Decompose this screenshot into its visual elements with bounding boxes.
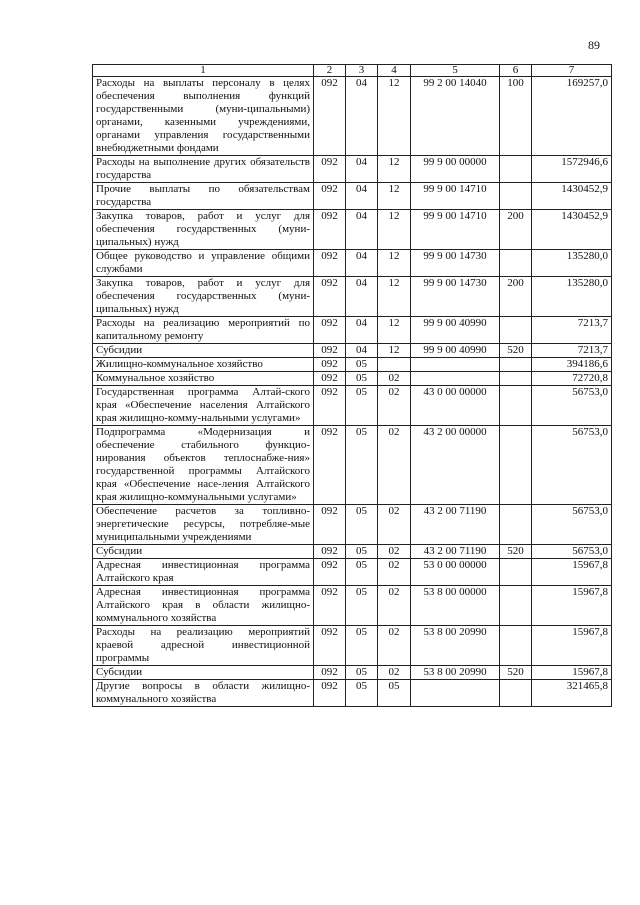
- row-amount: 7213,7: [532, 317, 612, 344]
- row-subsection: 05: [378, 680, 411, 707]
- row-subsection: 02: [378, 386, 411, 426]
- row-amount: 56753,0: [532, 505, 612, 545]
- table-row: [93, 426, 612, 505]
- table-row: [93, 372, 612, 386]
- row-target-code: 99 9 00 00000: [411, 156, 500, 183]
- row-amount: 7213,7: [532, 344, 612, 358]
- row-subsection: 02: [378, 586, 411, 626]
- table-row: [93, 250, 612, 277]
- row-expense-type: 520: [500, 545, 532, 559]
- row-section: 05: [346, 680, 378, 707]
- row-admin-code: 092: [314, 559, 346, 586]
- row-expense-type: [500, 586, 532, 626]
- row-admin-code: 092: [314, 626, 346, 666]
- row-admin-code: 092: [314, 586, 346, 626]
- row-target-code: 43 0 00 00000: [411, 386, 500, 426]
- table-row: [93, 680, 612, 707]
- row-name: Общее руководство и управление общими службами: [93, 250, 314, 277]
- table-row: [93, 626, 612, 666]
- row-target-code: 43 2 00 00000: [411, 426, 500, 505]
- row-name: Адресная инвестиционная программа Алтайского края в области жилищно-коммунального хозяйства: [93, 586, 314, 626]
- table-row: [93, 586, 612, 626]
- row-expense-type: [500, 358, 532, 372]
- row-section: 04: [346, 250, 378, 277]
- row-admin-code: 092: [314, 358, 346, 372]
- row-admin-code: 092: [314, 77, 346, 156]
- row-name: Закупка товаров, работ и услуг для обеспечения государственных (муни-ципальных) нужд: [93, 210, 314, 250]
- row-subsection: 12: [378, 77, 411, 156]
- row-expense-type: [500, 250, 532, 277]
- row-expense-type: [500, 626, 532, 666]
- row-expense-type: 520: [500, 666, 532, 680]
- row-admin-code: 092: [314, 505, 346, 545]
- row-name: Адресная инвестиционная программа Алтайского края: [93, 559, 314, 586]
- header-row: [93, 65, 612, 77]
- row-expense-type: [500, 426, 532, 505]
- row-subsection: 12: [378, 156, 411, 183]
- row-section: 04: [346, 183, 378, 210]
- table-row: [93, 505, 612, 545]
- row-section: 04: [346, 344, 378, 358]
- header-col-1: 1: [93, 65, 314, 77]
- header-col-5: 5: [411, 65, 500, 77]
- row-section: 05: [346, 666, 378, 680]
- row-name: Подпрограмма «Модернизация и обеспечение стабильного функцио-нирования объектов теплоснабже-ния» государственной программы Алтайского края «Обеспечение насе-ления Алтайского края жилищно-коммунальными услугами»: [93, 426, 314, 505]
- row-name: Субсидии: [93, 666, 314, 680]
- row-subsection: 02: [378, 372, 411, 386]
- row-amount: 1572946,6: [532, 156, 612, 183]
- row-expense-type: 200: [500, 210, 532, 250]
- row-section: 04: [346, 277, 378, 317]
- row-expense-type: [500, 505, 532, 545]
- row-expense-type: [500, 317, 532, 344]
- row-section: 05: [346, 372, 378, 386]
- row-expense-type: 520: [500, 344, 532, 358]
- row-expense-type: [500, 680, 532, 707]
- row-expense-type: [500, 156, 532, 183]
- row-name: Расходы на выполнение других обязательств государства: [93, 156, 314, 183]
- row-target-code: [411, 680, 500, 707]
- row-amount: 56753,0: [532, 426, 612, 505]
- row-amount: 56753,0: [532, 545, 612, 559]
- table-row: [93, 156, 612, 183]
- header-col-2: 2: [314, 65, 346, 77]
- row-admin-code: 092: [314, 545, 346, 559]
- row-section: 05: [346, 559, 378, 586]
- row-section: 04: [346, 210, 378, 250]
- row-subsection: 12: [378, 317, 411, 344]
- row-name: Прочие выплаты по обязательствам государства: [93, 183, 314, 210]
- row-amount: 1430452,9: [532, 183, 612, 210]
- row-amount: 135280,0: [532, 277, 612, 317]
- row-section: 05: [346, 626, 378, 666]
- row-subsection: 12: [378, 277, 411, 317]
- header-col-7: 7: [532, 65, 612, 77]
- row-amount: 15967,8: [532, 559, 612, 586]
- row-expense-type: [500, 559, 532, 586]
- row-section: 05: [346, 505, 378, 545]
- budget-table: [92, 64, 612, 707]
- row-expense-type: 200: [500, 277, 532, 317]
- row-section: 05: [346, 586, 378, 626]
- table-row: [93, 210, 612, 250]
- row-admin-code: 092: [314, 426, 346, 505]
- row-target-code: 99 9 00 14730: [411, 250, 500, 277]
- row-subsection: 12: [378, 344, 411, 358]
- row-name: Субсидии: [93, 545, 314, 559]
- row-name: Коммунальное хозяйство: [93, 372, 314, 386]
- row-amount: 15967,8: [532, 626, 612, 666]
- row-name: Обеспечение расчетов за топливно-энергетические ресурсы, потребляе-мые муниципальными учреждениями: [93, 505, 314, 545]
- row-amount: 394186,6: [532, 358, 612, 372]
- header-col-3: 3: [346, 65, 378, 77]
- page-number: 89: [588, 38, 600, 52]
- row-expense-type: [500, 372, 532, 386]
- table-row: [93, 559, 612, 586]
- row-name: Субсидии: [93, 344, 314, 358]
- row-admin-code: 092: [314, 317, 346, 344]
- row-target-code: [411, 358, 500, 372]
- row-target-code: [411, 372, 500, 386]
- row-amount: 321465,8: [532, 680, 612, 707]
- row-admin-code: 092: [314, 680, 346, 707]
- table-row: [93, 358, 612, 372]
- row-target-code: 43 2 00 71190: [411, 505, 500, 545]
- row-admin-code: 092: [314, 666, 346, 680]
- row-target-code: 99 9 00 40990: [411, 344, 500, 358]
- row-name: Закупка товаров, работ и услуг для обеспечения государственных (муни-ципальных) нужд: [93, 277, 314, 317]
- row-subsection: 12: [378, 250, 411, 277]
- row-admin-code: 092: [314, 344, 346, 358]
- table-row: [93, 183, 612, 210]
- row-subsection: 02: [378, 559, 411, 586]
- row-subsection: 02: [378, 426, 411, 505]
- row-section: 05: [346, 426, 378, 505]
- row-target-code: 99 2 00 14040: [411, 77, 500, 156]
- row-target-code: 43 2 00 71190: [411, 545, 500, 559]
- row-amount: 72720,8: [532, 372, 612, 386]
- row-section: 05: [346, 386, 378, 426]
- row-target-code: 53 8 00 20990: [411, 626, 500, 666]
- row-target-code: 99 9 00 14710: [411, 183, 500, 210]
- row-section: 04: [346, 77, 378, 156]
- table-row: [93, 277, 612, 317]
- row-name: Расходы на реализацию мероприятий по капитальному ремонту: [93, 317, 314, 344]
- row-admin-code: 092: [314, 183, 346, 210]
- row-subsection: 02: [378, 666, 411, 680]
- row-amount: 169257,0: [532, 77, 612, 156]
- row-admin-code: 092: [314, 372, 346, 386]
- table-row: [93, 317, 612, 344]
- table-row: [93, 77, 612, 156]
- header-col-4: 4: [378, 65, 411, 77]
- row-name: Расходы на реализацию мероприятий краевой адресной инвестиционной программы: [93, 626, 314, 666]
- table-row: [93, 344, 612, 358]
- row-admin-code: 092: [314, 210, 346, 250]
- row-subsection: 02: [378, 626, 411, 666]
- row-subsection: [378, 358, 411, 372]
- row-admin-code: 092: [314, 250, 346, 277]
- row-amount: 15967,8: [532, 586, 612, 626]
- row-expense-type: [500, 183, 532, 210]
- row-amount: 15967,8: [532, 666, 612, 680]
- row-name: Расходы на выплаты персоналу в целях обеспечения выполнения функций государственными (муни-ципальными) органами, казенными учреждениями, органами управления государственными внебюджетными фондами: [93, 77, 314, 156]
- row-subsection: 02: [378, 505, 411, 545]
- row-expense-type: 100: [500, 77, 532, 156]
- row-admin-code: 092: [314, 156, 346, 183]
- row-subsection: 12: [378, 210, 411, 250]
- table-row: [93, 545, 612, 559]
- row-admin-code: 092: [314, 386, 346, 426]
- row-target-code: 53 8 00 00000: [411, 586, 500, 626]
- row-section: 05: [346, 358, 378, 372]
- row-amount: 1430452,9: [532, 210, 612, 250]
- row-name: Другие вопросы в области жилищно-коммунального хозяйства: [93, 680, 314, 707]
- row-target-code: 99 9 00 40990: [411, 317, 500, 344]
- row-section: 04: [346, 317, 378, 344]
- row-section: 05: [346, 545, 378, 559]
- table-row: [93, 666, 612, 680]
- row-target-code: 53 8 00 20990: [411, 666, 500, 680]
- row-admin-code: 092: [314, 277, 346, 317]
- row-subsection: 12: [378, 183, 411, 210]
- table-row: [93, 386, 612, 426]
- row-target-code: 53 0 00 00000: [411, 559, 500, 586]
- row-subsection: 02: [378, 545, 411, 559]
- row-name: Государственная программа Алтай-ского края «Обеспечение населения Алтайского края жилищно-комму-нальными услугами»: [93, 386, 314, 426]
- row-expense-type: [500, 386, 532, 426]
- row-section: 04: [346, 156, 378, 183]
- header-col-6: 6: [500, 65, 532, 77]
- row-target-code: 99 9 00 14710: [411, 210, 500, 250]
- row-target-code: 99 9 00 14730: [411, 277, 500, 317]
- row-name: Жилищно-коммунальное хозяйство: [93, 358, 314, 372]
- row-amount: 135280,0: [532, 250, 612, 277]
- row-amount: 56753,0: [532, 386, 612, 426]
